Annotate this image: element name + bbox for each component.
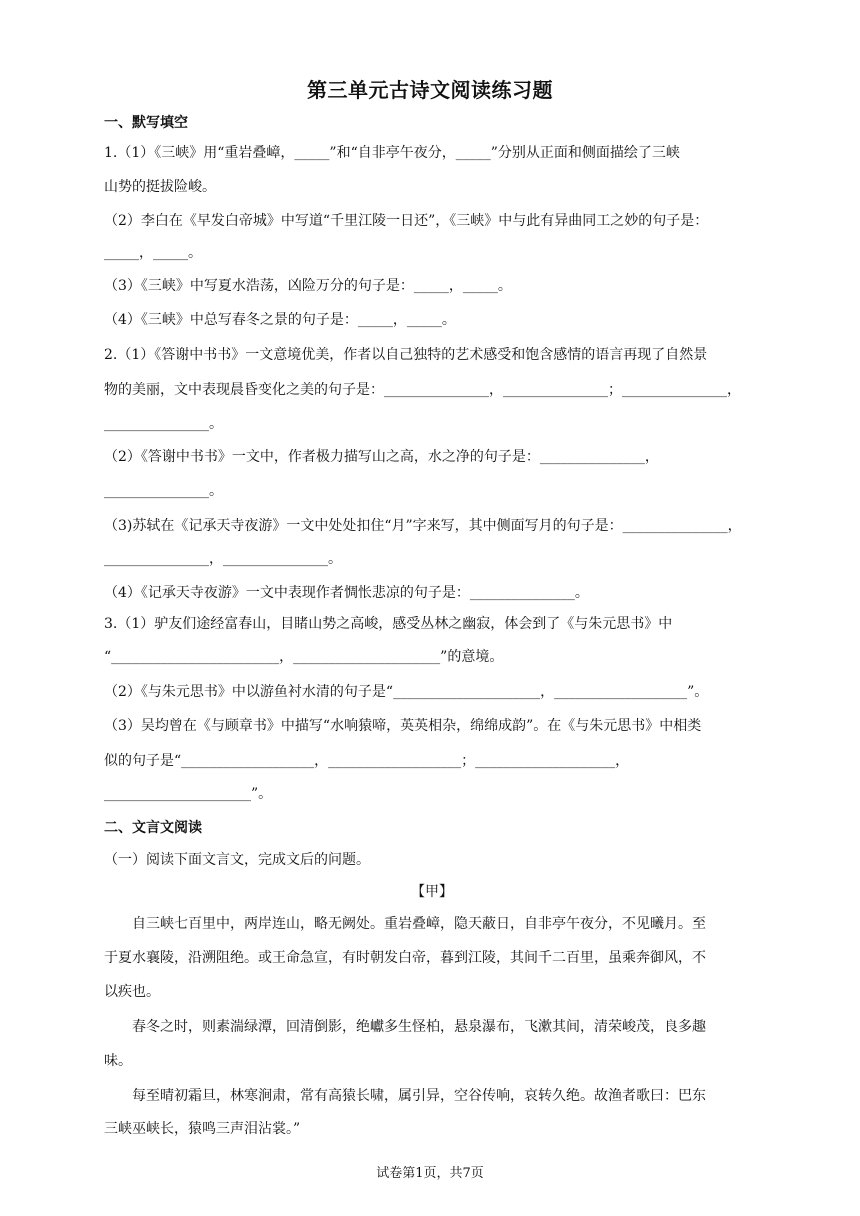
question-line: 1.（1）《三峡》用“重岩叠嶂，_____”和“自非亭午夜分，_____”分别从正面和侧面描绘了三峡 — [104, 145, 680, 161]
page-title: 第三单元古诗文阅读练习题 — [307, 78, 553, 102]
question-line: 2.（1）《答谢中书书》一文意境优美，作者以自己独特的艺术感受和饱含感情的语言再现了自然景 — [104, 347, 708, 363]
question-line: （2）《与朱元思书》中以游鱼衬水清的句子是“_____________________，___________________”。 — [104, 684, 709, 700]
question-line: _______________。 — [104, 416, 223, 432]
passage-line: 于夏水襄陵，沿溯阻绝。或王命急宣，有时朝发白帝，暮到江陵，其间千二百里，虽乘奔御风，不 — [104, 950, 706, 966]
question-line: （2）《答谢中书书》一文中，作者极力描写山之高，水之净的句子是：_______________， — [104, 449, 659, 465]
passage-line: 每至晴初霜旦，林寒涧肃，常有高猿长啸，属引异，空谷传响，哀转久绝。故渔者歌曰：巴东 — [132, 1088, 706, 1104]
instruction-line: （一）阅读下面文言文，完成文后的问题。 — [104, 852, 370, 868]
question-line: （3）《三峡》中写夏水浩荡，凶险万分的句子是：_____，_____。 — [104, 278, 512, 294]
question-line: （4）《记承天寺夜游》一文中表现作者惆怅悲凉的句子是：_______________。 — [104, 585, 589, 601]
question-line: _______________，_______________。 — [104, 551, 342, 567]
passage-line: 味。 — [104, 1053, 132, 1069]
passage-line: 春冬之时，则素湍绿潭，回清倒影，绝巘多生怪柏，悬泉瀑布，飞漱其间，清荣峻茂，良多趣 — [132, 1019, 706, 1035]
question-line: 山势的挺拔险峻。 — [104, 179, 216, 195]
page-footer: 试卷第1页，共7页 — [376, 1166, 484, 1181]
question-line: （2）李白在《早发白帝城》中写道“千里江陵一日还”，《三峡》中与此有异曲同工之妙的句子是： — [104, 213, 709, 229]
question-line: “________________________，_____________________”的意境。 — [104, 649, 504, 665]
passage-line: 以疾也。 — [104, 984, 160, 1000]
passage-line: 自三峡七百里中，两岸连山，略无阙处。重岩叠嶂，隐天蔽日，自非亭午夜分，不见曦月。至 — [132, 916, 706, 932]
question-line: _______________。 — [104, 483, 223, 499]
question-line: （3）吴均曾在《与顾章书》中描写“水响猿啼，英英相杂，绵绵成韵”。在《与朱元思书》中相类 — [104, 718, 702, 734]
question-line: 似的句子是“___________________，___________________；____________________， — [104, 753, 630, 769]
question-line: （4）《三峡》中总写春冬之景的句子是：_____，_____。 — [104, 312, 456, 328]
passage-line: 三峡巫峡长，猿鸣三声泪沾裳。” — [104, 1121, 301, 1137]
passage-label: 【甲】 — [411, 884, 453, 900]
question-line: 物的美丽，文中表现晨昏变化之美的句子是：_______________，_______________；_______________， — [104, 382, 741, 398]
question-line: _____，_____。 — [104, 245, 202, 261]
question-line: 3.（1）驴友们途经富春山，目睹山势之高峻，感受丛林之幽寂，体会到了《与朱元思书》中 — [104, 616, 673, 632]
section-heading: 一、默写填空 — [104, 115, 188, 131]
question-line: （3)苏轼在《记承天寺夜游》一文中处处扣住“月”字来写，其中侧面写月的句子是：_______________， — [104, 518, 742, 534]
section-heading: 二、文言文阅读 — [104, 820, 202, 836]
question-line: _____________________”。 — [104, 786, 273, 802]
